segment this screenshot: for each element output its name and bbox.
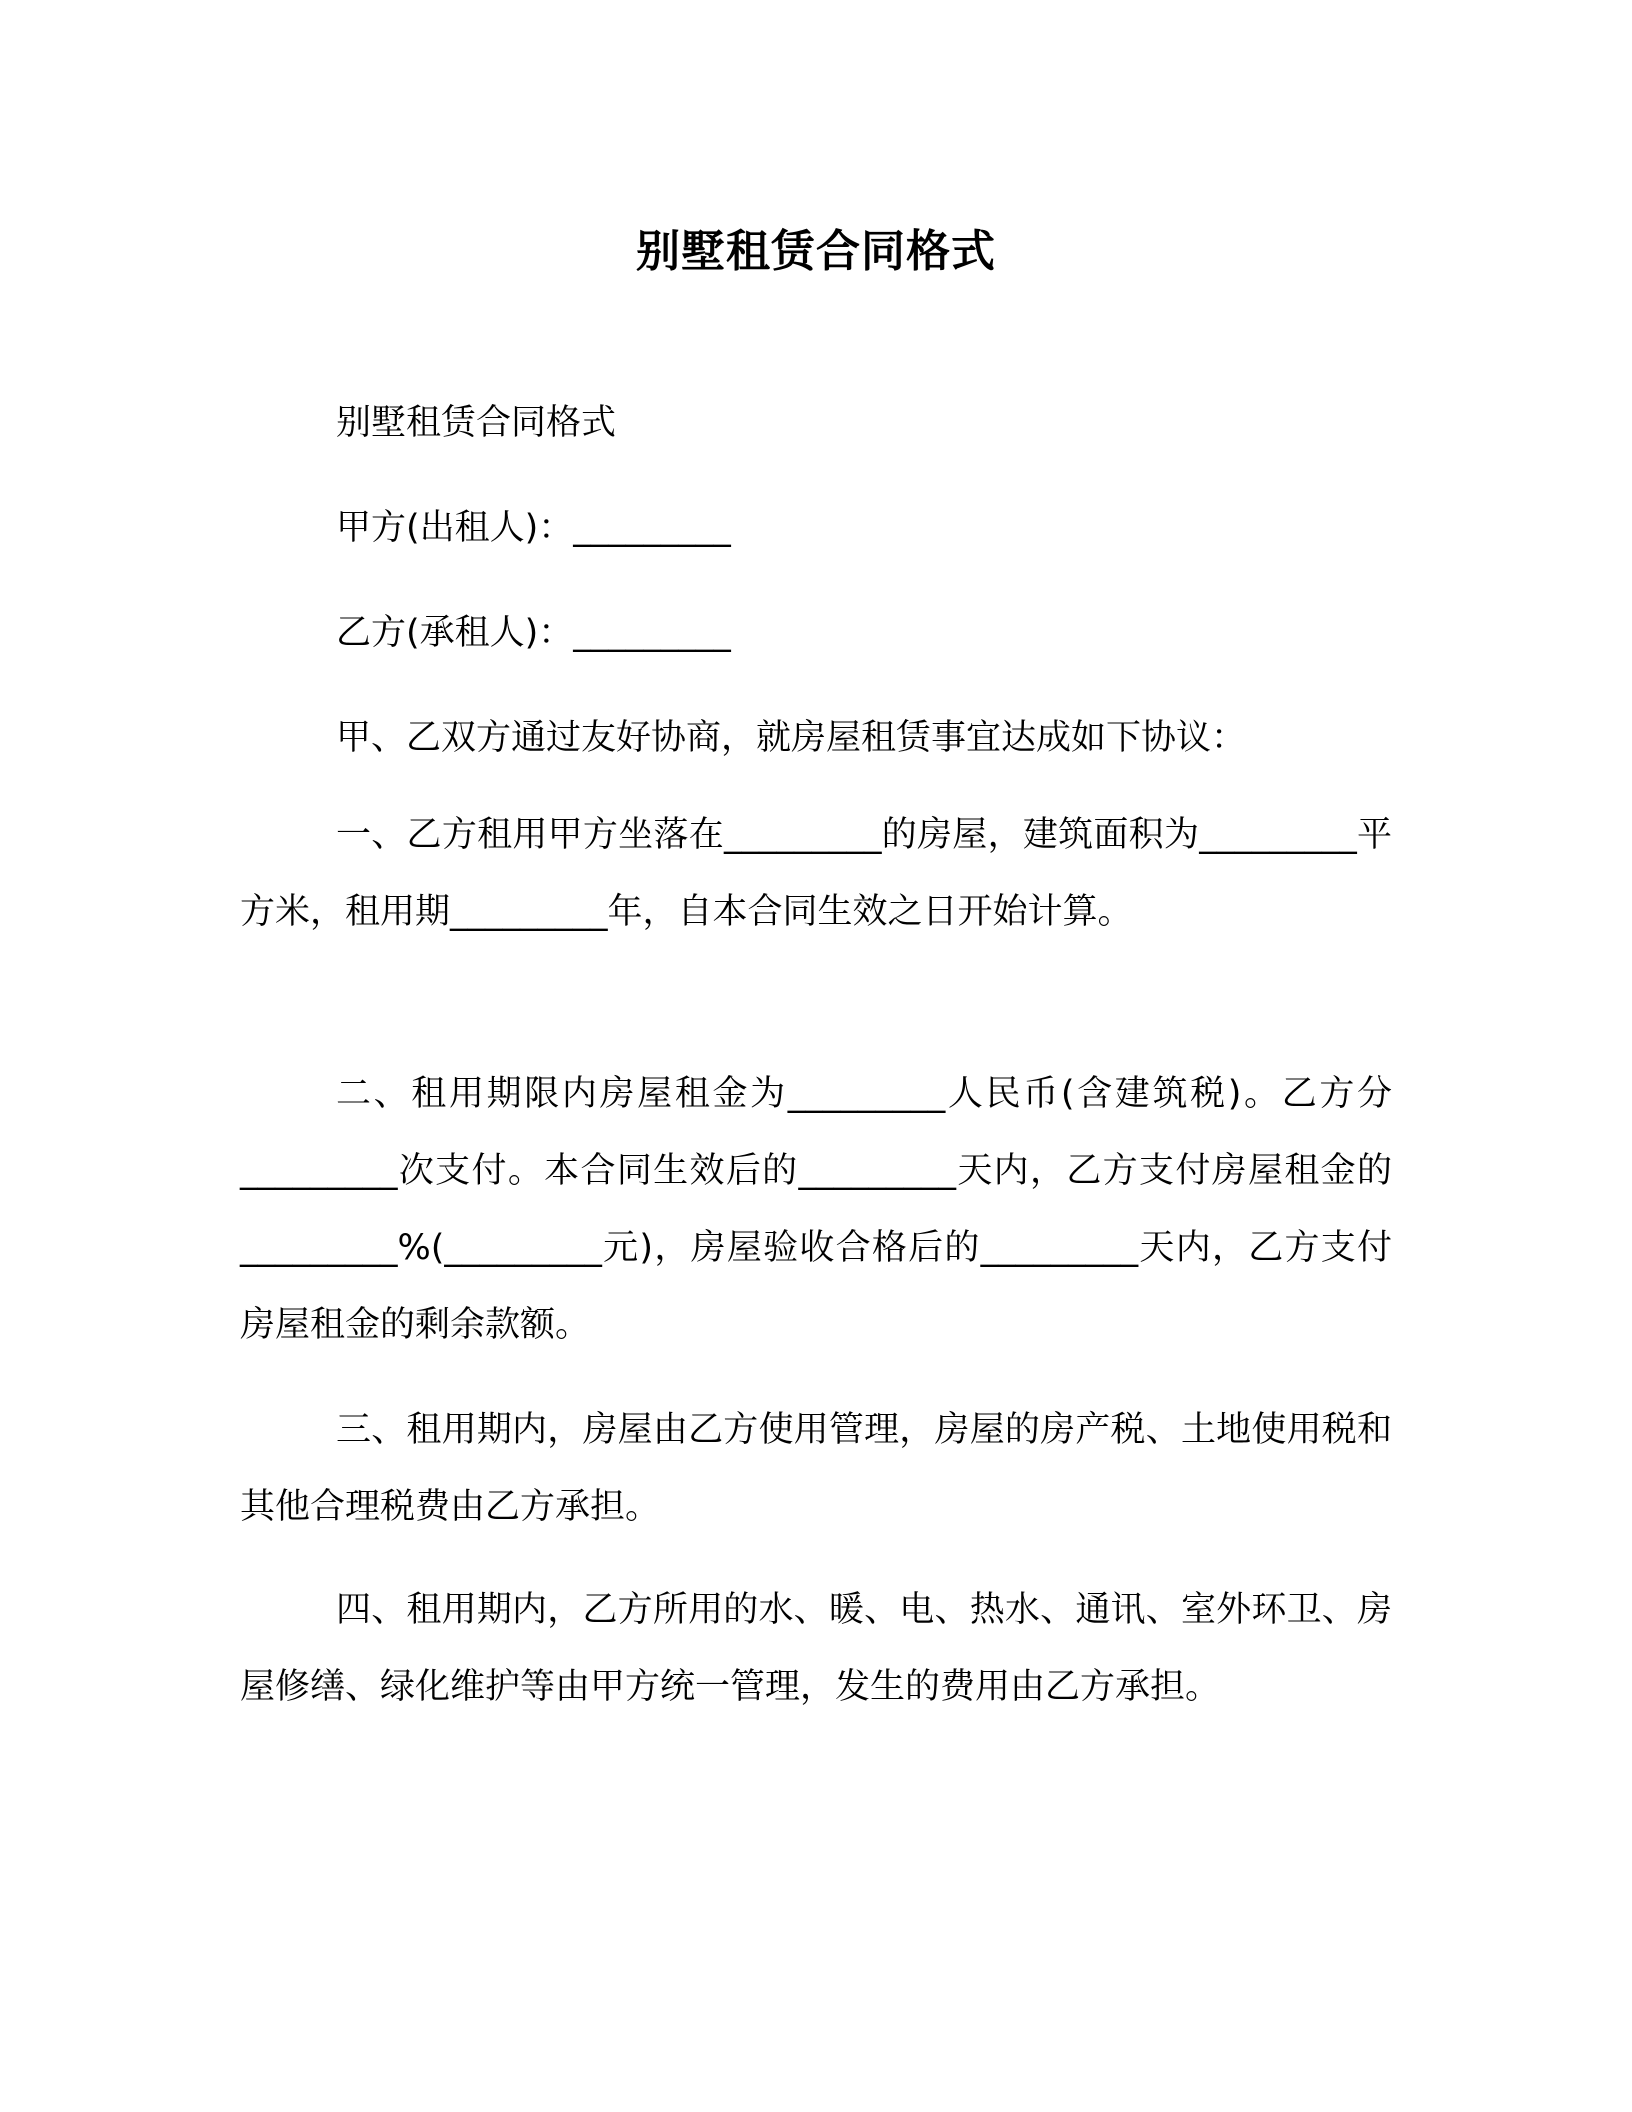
clause-2: 二、租用期限内房屋租金为_________人民币(含建筑税)。乙方分_________次支付。本合同生效后的_________天内，乙方支付房屋租金的_________%(_________元)，房屋验收合格后的_________天内，乙方支付房屋租金的剩余款额。 [240,1074,1392,1345]
preamble: 甲、乙双方通过友好协商，就房屋租赁事宜达成如下协议： [336,718,1247,758]
clause-3: 三、租用期内，房屋由乙方使用管理，房屋的房产税、土地使用税和其他合理税费由乙方承担。 [240,1410,1392,1527]
clause-4: 四、租用期内，乙方所用的水、暖、电、热水、通讯、室外环卫、房屋修缮、绿化维护等由甲方统一管理，发生的费用由乙方承担。 [240,1590,1392,1707]
party-a-line: 甲方(出租人)：_________ [336,508,731,548]
clause-1: 一、乙方租用甲方坐落在_________的房屋，建筑面积为_________平方米，租用期_________年，自本合同生效之日开始计算。 [240,815,1392,932]
party-b-line: 乙方(承租人)：_________ [336,613,731,653]
document-subtitle: 别墅租赁合同格式 [336,403,617,443]
document-title: 别墅租赁合同格式 [636,226,996,277]
